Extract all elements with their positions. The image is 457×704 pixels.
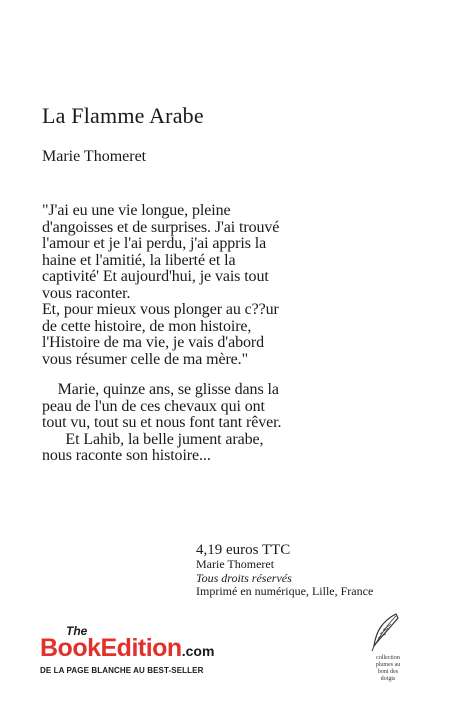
blurb-line: captivité' Et aujourd'hui, je vais tout [42,268,269,285]
print-location: Imprimé en numérique, Lille, France [196,584,374,598]
paragraph-gap [42,368,372,382]
blurb-line: vous résumer celle de ma mère." [42,350,249,368]
collection-line: boni des [377,669,399,675]
price: 4,19 euros TTC [196,542,291,558]
blurb-line: vous raconter. [42,284,131,302]
blurb-line: Marie, quinze ans, se glisse dans la [42,381,279,398]
blurb-line: l'amour et je l'ai perdu, j'ai appris la [42,235,267,252]
blurb-line: Et Lahib, la belle jument arabe, [42,430,264,448]
logo-tagline: DE LA PAGE BLANCHE AU BEST-SELLER [40,666,204,675]
imprint-block [196,542,373,599]
quill-icon [366,612,406,652]
rights-notice: Tous droits réservés [196,570,292,585]
blurb-line: haine et l'amitié, la liberté et la [42,251,236,269]
blurb-line: nous raconte son histoire... [42,447,211,464]
collection-line: collection [376,655,400,661]
logo-suffix: .com [181,643,215,659]
book-author: Marie Thomeret [42,148,147,165]
blurb-line: Et, pour mieux vous plonger au c??ur [42,301,279,318]
blurb-line: peau de l'un de ces chevaux qui ont [42,397,265,415]
logo-name: BookEdition [40,634,182,662]
logo-the: The [66,624,88,638]
blurb-line: tout vu, tout su et nous font tant rêver. [42,414,282,431]
blurb-line: de cette histoire, de mon histoire, [42,317,252,335]
blurb-line: d'angoisses et de surprises. J'ai trouvé [42,218,280,236]
blurb [42,203,372,465]
collection-label [370,655,406,683]
blurb-line: "J'ai eu une vie longue, pleine [42,202,231,219]
imprint-author: Marie Thomeret [196,557,275,571]
publisher-logo[interactable] [40,626,250,676]
book-title: La Flamme Arabe [42,103,204,128]
blurb-line: l'Histoire de ma vie, je vais d'abord [42,334,265,351]
collection-line: doigts [380,676,396,682]
logo-wordmark [40,634,214,663]
collection-line: plumes au [375,662,401,668]
